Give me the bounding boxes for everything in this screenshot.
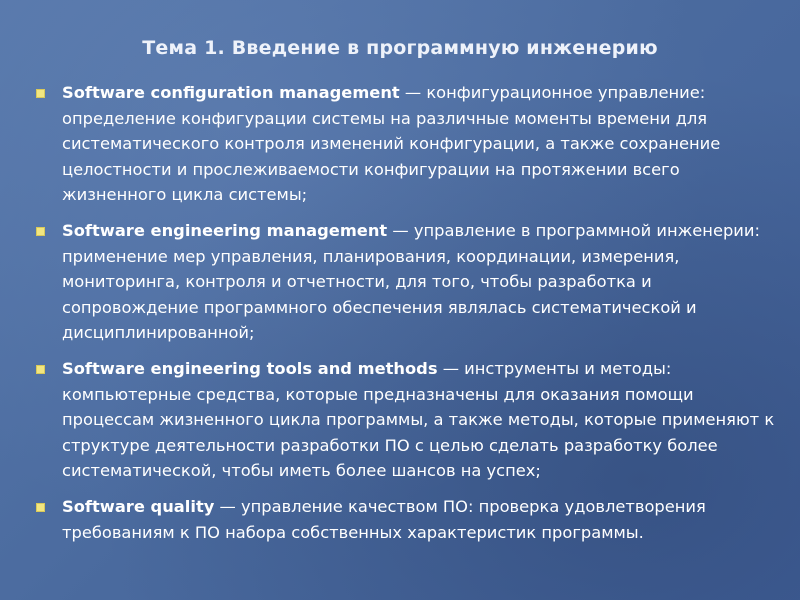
slide-title: Тема 1. Введение в программную инженерию — [142, 37, 658, 59]
item-term: Software engineering management — [62, 220, 388, 240]
square-bullet-icon — [36, 365, 45, 374]
item-text: — управление в программной инженерии: применение мер управления, планирования, координации, измерения, мониторинга, контроля и отчетности, для того, чтобы разработка и сопровождение программного обеспечения являлась систематической и дисциплинированной; — [62, 220, 760, 343]
item-text: — инструменты и методы: компьютерные средства, которые предназначены для оказания помощи процессам жизненного цикла программы, а также методы, которые применяют к структуре деятельности разработки ПО с целью сделать разработку более систематической, чтобы иметь более шансов на успех; — [62, 358, 775, 481]
item-term: Software quality — [62, 496, 215, 516]
bullet-list — [30, 80, 775, 555]
list-item — [30, 494, 775, 545]
item-term: Software configuration management — [62, 83, 400, 102]
item-text: — управление качеством ПО: проверка удовлетворения требованиям к ПО набора собственных характеристик программы. — [62, 496, 706, 542]
square-bullet-icon — [36, 503, 45, 512]
list-item — [30, 356, 775, 484]
square-bullet-icon — [36, 89, 45, 98]
item-text: — конфигурационное управление: определение конфигурации системы на различные моменты времени для систематического контроля изменений конфигурации, а также сохранение целостности и прослеживаемости конфигурации на протяжении всего жизненного цикла системы; — [62, 83, 721, 205]
item-term: Software engineering tools and methods — [62, 358, 438, 378]
list-item — [30, 218, 775, 346]
list-item — [30, 80, 775, 208]
square-bullet-icon — [36, 227, 45, 236]
